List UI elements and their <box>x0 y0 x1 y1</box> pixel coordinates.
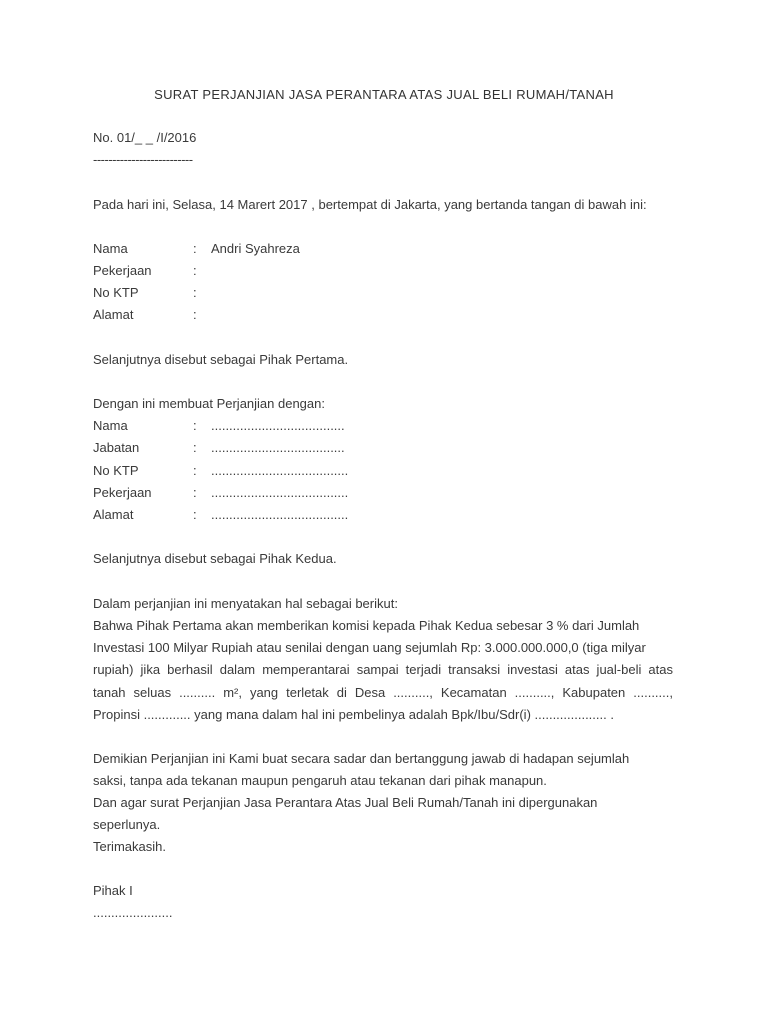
field-label: Alamat <box>93 307 134 322</box>
field-colon: : <box>193 507 197 522</box>
closing-line-5: Terimakasih. <box>93 839 166 854</box>
opening-paragraph: Pada hari ini, Selasa, 14 Marert 2017 , bertempat di Jakarta, yang bertanda tangan di bawah ini: <box>93 197 647 212</box>
document-title: SURAT PERJANJIAN JASA PERANTARA ATAS JUAL BELI RUMAH/TANAH <box>154 87 614 102</box>
field-colon: : <box>193 440 197 455</box>
field-value: ..................................... <box>211 440 345 455</box>
field-label: Jabatan <box>93 440 140 455</box>
signature-label: Pihak I <box>93 883 133 898</box>
field-label: No KTP <box>93 285 139 300</box>
field-colon: : <box>193 263 197 278</box>
field-label: Pekerjaan <box>93 263 152 278</box>
closing-line-4: seperlunya. <box>93 817 161 832</box>
field-label: No KTP <box>93 463 139 478</box>
field-value: ...................................... <box>211 463 349 478</box>
document-number: No. 01/_ _ /I/2016 <box>93 130 197 145</box>
field-label: Alamat <box>93 507 134 522</box>
field-colon: : <box>193 241 197 256</box>
party1-closing: Selanjutnya disebut sebagai Pihak Pertama. <box>93 352 349 367</box>
closing-line-2: saksi, tanpa ada tekanan maupun pengaruh atau tekanan dari pihak manapun. <box>93 773 547 788</box>
field-colon: : <box>193 418 197 433</box>
field-colon: : <box>193 485 197 500</box>
field-value: ..................................... <box>211 418 345 433</box>
signature-line: ...................... <box>93 905 173 920</box>
agreement-intro: Dalam perjanjian ini menyatakan hal sebagai berikut: <box>93 596 398 611</box>
field-label: Pekerjaan <box>93 485 152 500</box>
party2-intro: Dengan ini membuat Perjanjian dengan: <box>93 396 325 411</box>
agreement-line-4: tanah seluas .......... m², yang terletak di Desa .........., Kecamatan .........., Kabupaten .........., <box>93 685 673 700</box>
agreement-line-3: rupiah) jika berhasil dalam memperantarai sampai terjadi transaksi investasi atas jual-beli atas <box>93 662 673 677</box>
field-value: Andri Syahreza <box>211 241 300 256</box>
closing-line-3: Dan agar surat Perjanjian Jasa Perantara Atas Jual Beli Rumah/Tanah ini dipergunakan <box>93 795 598 810</box>
agreement-line-1: Bahwa Pihak Pertama akan memberikan komisi kepada Pihak Kedua sebesar 3 % dari Jumlah <box>93 618 640 633</box>
party2-closing: Selanjutnya disebut sebagai Pihak Kedua. <box>93 551 337 566</box>
field-label: Nama <box>93 418 128 433</box>
number-separator: -------------------------- <box>93 152 193 167</box>
field-label: Nama <box>93 241 128 256</box>
field-colon: : <box>193 285 197 300</box>
field-colon: : <box>193 307 197 322</box>
field-value: ...................................... <box>211 507 349 522</box>
field-colon: : <box>193 463 197 478</box>
agreement-line-2: Investasi 100 Milyar Rupiah atau senilai dengan uang sejumlah Rp: 3.000.000.000,0 (tiga milyar <box>93 640 646 655</box>
agreement-line-5: Propinsi ............. yang mana dalam hal ini pembelinya adalah Bpk/Ibu/Sdr(i) .................... . <box>93 707 614 722</box>
field-value: ...................................... <box>211 485 349 500</box>
closing-line-1: Demikian Perjanjian ini Kami buat secara sadar dan bertanggung jawab di hadapan sejumlah <box>93 751 630 766</box>
